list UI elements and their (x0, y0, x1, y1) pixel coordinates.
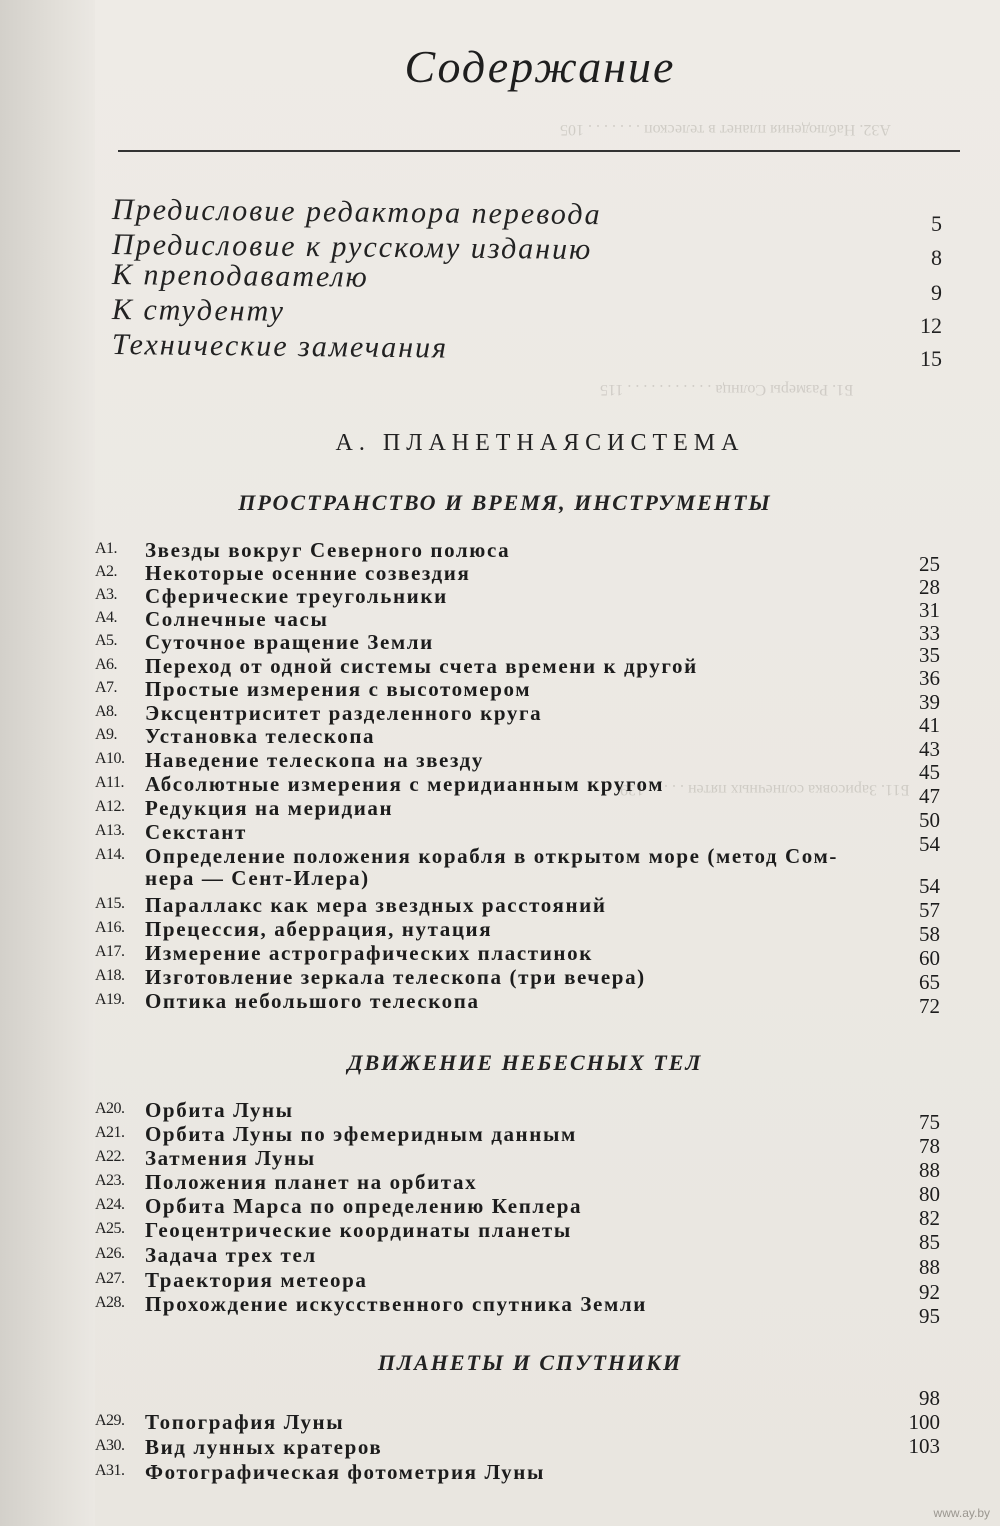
toc-entry (95, 1292, 945, 1316)
entry-title: Затмения Луны (145, 1146, 316, 1170)
page-number: 103 (908, 1434, 940, 1458)
toc-entry (95, 772, 945, 796)
entry-code: А21. (95, 1124, 125, 1141)
entry-title: Солнечные часы (145, 607, 329, 631)
entry-code: А2. (95, 563, 118, 580)
entry-code: А23. (95, 1172, 125, 1189)
page-number: 45 (919, 760, 940, 784)
toc-entry (95, 1218, 945, 1242)
toc-entry (95, 1268, 945, 1292)
entry-code: А18. (95, 967, 125, 984)
bleed-through: А32. Наблюдения планет в телескоп . . . . . . . 105 (560, 121, 891, 138)
entry-code: А5. (95, 632, 118, 649)
toc-entry (95, 748, 945, 772)
page-number: 100 (908, 1410, 940, 1434)
entry-code: А11. (95, 774, 124, 791)
entry-title-continued: нера — Сент-Илера) (145, 866, 370, 890)
section-heading: ПРОСТРАНСТВО И ВРЕМЯ, ИНСТРУМЕНТЫ (238, 490, 772, 515)
page-number: 58 (919, 922, 940, 946)
page-number: 54 (919, 874, 940, 898)
entry-code: А13. (95, 822, 125, 839)
front-matter-page: 9 (931, 280, 942, 305)
toc-entry (95, 796, 945, 820)
entry-code: А17. (95, 943, 125, 960)
entry-code: А14. (95, 846, 125, 863)
entry-title: Оптика небольшого телескопа (145, 989, 480, 1013)
page-number: 39 (919, 690, 940, 714)
page-number: 36 (919, 666, 940, 690)
page-number: 60 (919, 946, 940, 970)
page-title: Содержание (404, 41, 676, 92)
page-number: 47 (919, 784, 940, 808)
part-title: А. ПЛАНЕТНАЯСИСТЕМА (335, 430, 745, 456)
entry-code: А10. (95, 750, 125, 767)
toc-entry (95, 941, 945, 965)
entry-title: Задача трех тел (145, 1243, 317, 1267)
toc-entry (95, 630, 945, 654)
entry-code: А30. (95, 1437, 125, 1454)
entry-title: Наведение телескопа на звезду (145, 748, 484, 772)
page-number: 98 (919, 1386, 940, 1410)
entry-code: А3. (95, 586, 118, 603)
toc-entry (95, 724, 945, 748)
entry-title: Абсолютные измерения с меридианным кругом (145, 772, 665, 796)
toc-entry (95, 1410, 945, 1434)
bleed-through: Б11. Зарисовка солнечных пятен . . . . . 139 (620, 781, 910, 798)
entry-title: Звезды вокруг Северного полюса (145, 538, 511, 562)
page-number: 50 (919, 808, 940, 832)
entry-title: Прецессия, аберрация, нутация (145, 917, 493, 941)
toc-entry (95, 893, 945, 917)
front-matter-page: 8 (931, 245, 942, 270)
entry-code: А24. (95, 1196, 125, 1213)
entry-title: Траектория метеора (145, 1268, 368, 1292)
page-number: 25 (919, 552, 940, 576)
entry-title: Редукция на меридиан (145, 796, 394, 820)
page-number: 78 (919, 1134, 940, 1158)
entry-code: А4. (95, 609, 118, 626)
page-number: 33 (919, 621, 940, 645)
entry-title: Орбита Луны (145, 1098, 294, 1122)
toc-entry (95, 1170, 945, 1194)
page-number: 92 (919, 1280, 940, 1304)
page-number: 88 (919, 1255, 940, 1279)
entry-title: Эксцентриситет разделенного круга (145, 701, 543, 725)
page-number: 88 (919, 1158, 940, 1182)
watermark: www.ay.by (933, 1506, 990, 1520)
entry-code: А12. (95, 798, 125, 815)
bleed-through: Б1. Размеры Солнца . . . . . . . . . . . 115 (600, 381, 854, 398)
page-number: 35 (919, 643, 940, 667)
toc-entry (95, 965, 945, 989)
entry-code: А26. (95, 1245, 125, 1262)
entry-title: Топография Луны (145, 1410, 345, 1434)
entry-code: А7. (95, 679, 118, 696)
page-number: 57 (919, 898, 940, 922)
toc-entry (95, 820, 945, 844)
toc-entry (95, 701, 945, 725)
toc-entry (95, 1098, 945, 1122)
entry-code: А25. (95, 1220, 125, 1237)
entry-title: Прохождение искусственного спутника Земли (145, 1292, 647, 1316)
page-number: 43 (919, 737, 940, 761)
toc-entry (95, 538, 945, 562)
toc-entry (95, 1243, 945, 1267)
entry-code: А16. (95, 919, 125, 936)
entry-title: Измерение астрографических пластинок (145, 941, 593, 965)
entry-code: А1. (95, 540, 118, 557)
entry-title: Фотографическая фотометрия Луны (145, 1460, 545, 1484)
page-number: 80 (919, 1182, 940, 1206)
page-number: 54 (919, 832, 940, 856)
front-matter-label: К студенту (111, 293, 286, 328)
entry-code: А15. (95, 895, 125, 912)
entry-code: А28. (95, 1294, 125, 1311)
entry-title: Орбита Луны по эфемеридным данным (145, 1122, 577, 1146)
section-heading: ПЛАНЕТЫ И СПУТНИКИ (377, 1350, 683, 1375)
page-gutter-shadow (0, 0, 95, 1526)
entry-title: Секстант (145, 820, 247, 844)
page-number: 41 (919, 713, 940, 737)
page-number: 28 (919, 575, 940, 599)
toc-entry (95, 1146, 945, 1170)
entry-title: Орбита Марса по определению Кеплера (145, 1194, 583, 1218)
entry-title: Положения планет на орбитах (145, 1170, 478, 1194)
entry-code: А27. (95, 1270, 125, 1287)
entry-title: Установка телескопа (145, 724, 376, 748)
entry-code: А31. (95, 1462, 125, 1479)
toc-entry (95, 607, 945, 631)
toc-entry (95, 1194, 945, 1218)
entry-code: А8. (95, 703, 118, 720)
page-number: 72 (919, 994, 940, 1018)
entry-code: А29. (95, 1412, 125, 1429)
toc-entry (95, 677, 945, 701)
toc-entry (95, 1460, 945, 1484)
entry-code: А22. (95, 1148, 125, 1165)
toc-entry (95, 584, 945, 608)
front-matter-page: 5 (931, 211, 942, 236)
entry-title: Переход от одной системы счета времени к другой (145, 654, 698, 678)
page-number: 85 (919, 1230, 940, 1254)
entry-code: А6. (95, 656, 118, 673)
front-matter-page: 15 (920, 346, 942, 371)
front-matter-label: Технические замечания (111, 328, 449, 365)
toc-entry (95, 989, 945, 1013)
entry-title: Изготовление зеркала телескопа (три вечера) (145, 965, 646, 989)
page-number: 65 (919, 970, 940, 994)
toc-entry (95, 1122, 945, 1146)
entry-title: Вид лунных кратеров (145, 1435, 383, 1459)
toc-entry (95, 654, 945, 678)
entry-title: Некоторые осенние созвездия (145, 561, 471, 585)
front-matter-label: Предисловие к русскому изданию (111, 228, 593, 267)
section-heading: ДВИЖЕНИЕ НЕБЕСНЫХ ТЕЛ (347, 1050, 703, 1075)
page-number: 31 (919, 598, 940, 622)
front-matter-label: Предисловие редактора перевода (111, 193, 602, 232)
entry-title: Сферические треугольники (145, 584, 448, 608)
entry-code: А19. (95, 991, 125, 1008)
toc-entry (95, 1435, 945, 1459)
front-matter-page: 12 (920, 313, 942, 338)
entry-title: Параллакс как мера звездных расстояний (145, 893, 607, 917)
toc-entry (95, 917, 945, 941)
title-rule (118, 150, 960, 152)
entry-code: А20. (95, 1100, 125, 1117)
page-number: 75 (919, 1110, 940, 1134)
toc-entry (95, 844, 945, 892)
entry-title: Простые измерения с высотомером (145, 677, 532, 701)
page-number: 82 (919, 1206, 940, 1230)
toc-entry (95, 561, 945, 585)
entry-title: Суточное вращение Земли (145, 630, 434, 654)
entry-title: Геоцентрические координаты планеты (145, 1218, 572, 1242)
front-matter-label: К преподавателю (111, 258, 369, 294)
entry-title: Определение положения корабля в открытом море (метод Сом- (145, 844, 838, 868)
page-number: 95 (919, 1304, 940, 1328)
entry-code: А9. (95, 726, 118, 743)
